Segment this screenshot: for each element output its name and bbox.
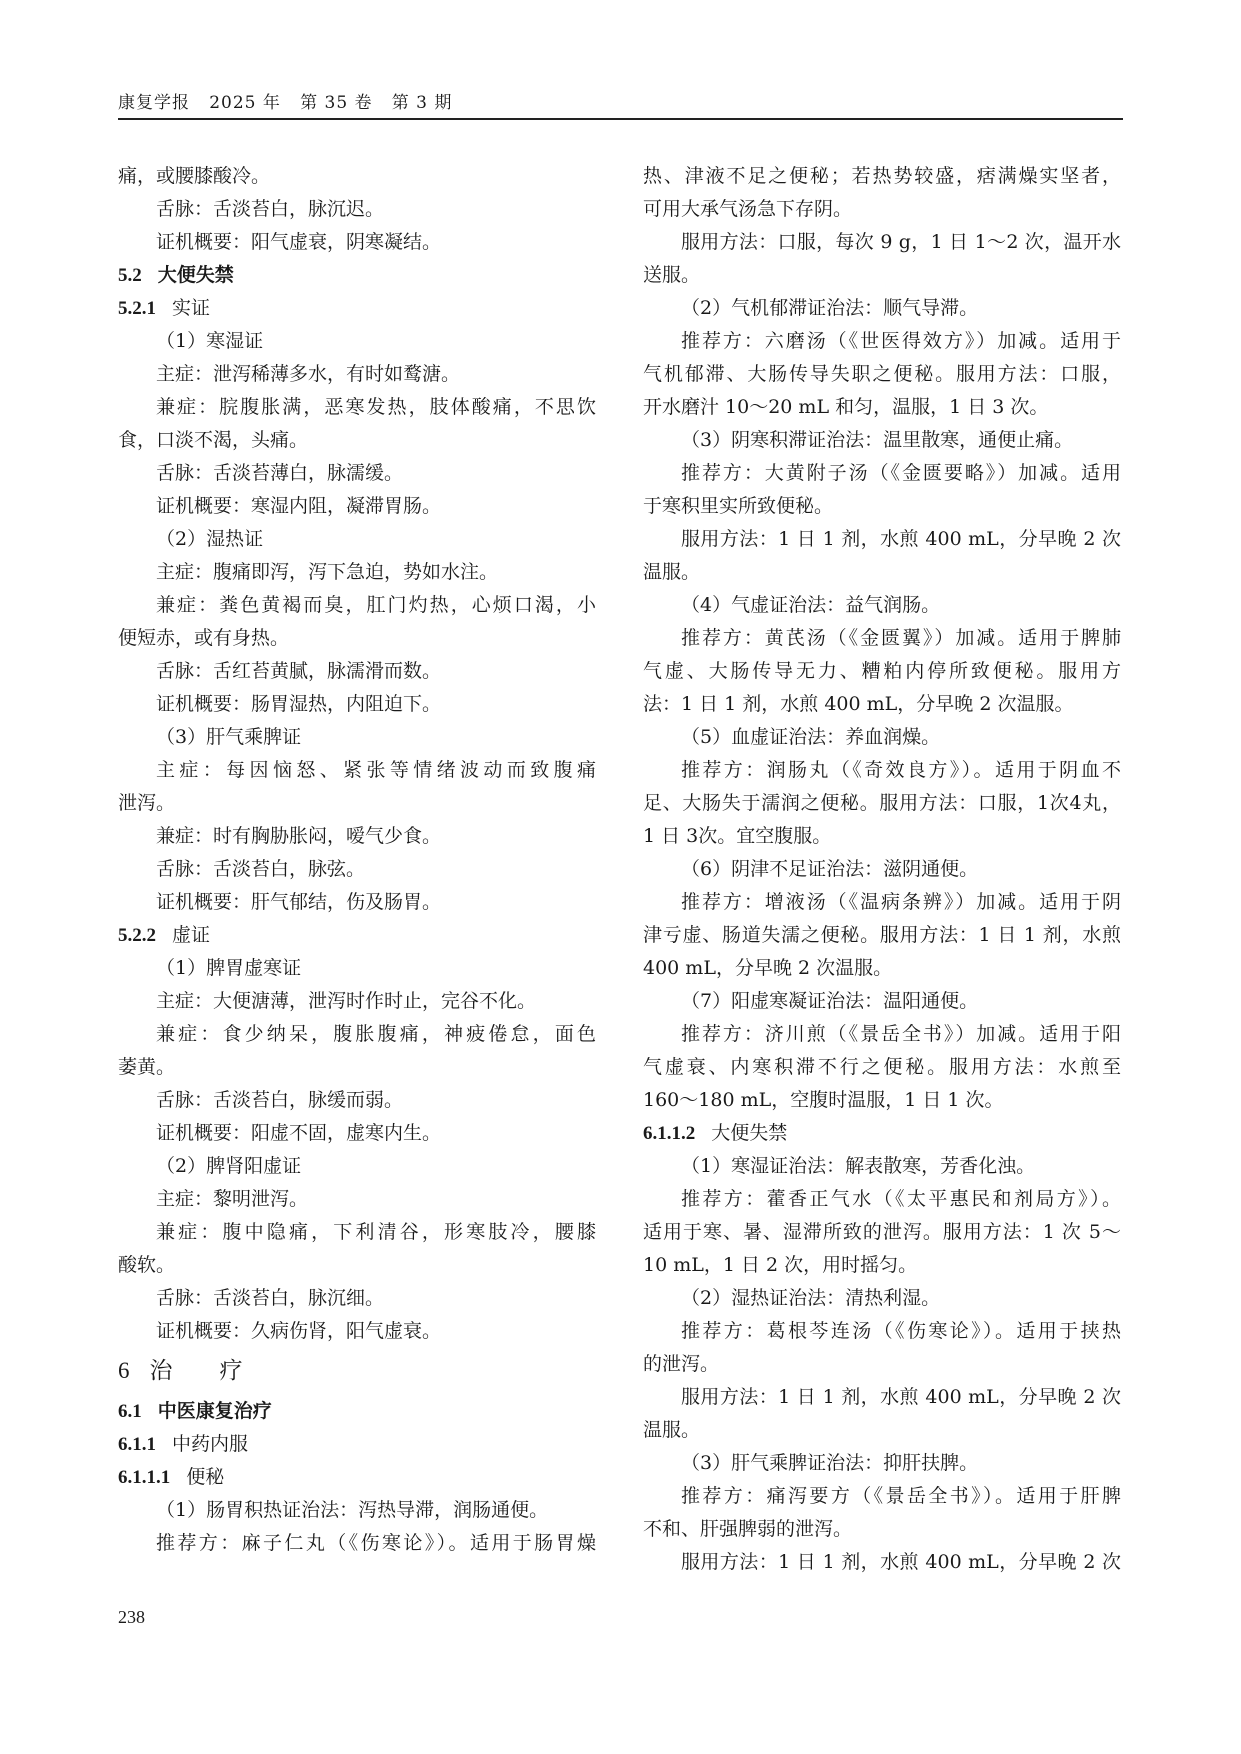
- text-line: 推荐方：葛根芩连汤（《伤寒论》）。适用于挟热: [681, 1320, 1121, 1342]
- section-heading: [118, 1428, 596, 1461]
- section-number: 5.2: [118, 265, 142, 286]
- right-column: [643, 160, 1121, 1579]
- text-line: 舌脉：舌淡苔白，脉缓而弱。: [156, 1089, 404, 1111]
- text-line: 服用方法：1 日 1 剂，水煎 400 mL，分早晚 2 次: [681, 1551, 1121, 1573]
- text-line: 推荐方：黄芪汤（《金匮翼》）加减。适用于脾肺: [681, 627, 1121, 649]
- section-number: 5.2.2: [118, 925, 156, 946]
- section-title: 便秘: [186, 1466, 225, 1488]
- text-line: 舌脉：舌淡苔薄白，脉濡缓。: [156, 462, 404, 484]
- section-title: 实证: [172, 297, 211, 319]
- text-line: 不和、肝强脾弱的泄泻。: [643, 1518, 853, 1540]
- section-title: 大便失禁: [711, 1122, 788, 1144]
- text-line: 泄泻。: [118, 792, 176, 814]
- left-column: [118, 160, 596, 1560]
- text-line: 兼症：粪色黄褐而臭，肛门灼热，心烦口渴，小: [156, 594, 596, 616]
- section-number: 6: [118, 1358, 132, 1383]
- text-line: 舌脉：舌淡苔白，脉弦。: [156, 858, 366, 880]
- text-line: 主症：黎明泄泻。: [156, 1188, 309, 1210]
- text-line: 主症：大便溏薄，泄泻时作时止，完谷不化。: [156, 990, 537, 1012]
- journal-volume: 第 35 卷: [300, 93, 373, 113]
- text-line: 证机概要：肠胃湿热，内阻迫下。: [156, 693, 442, 715]
- text-line: 证机概要：肝气郁结，伤及肠胃。: [156, 891, 442, 913]
- text-line: 热、津液不足之便秘；若热势较盛，痞满燥实坚者，: [643, 165, 1121, 187]
- text-line: （3）肝气乘脾证治法：抑肝扶脾。: [681, 1452, 979, 1474]
- text-line: 气虚、大肠传导无力、糟粕内停所致便秘。服用方: [643, 660, 1121, 682]
- text-line: 推荐方：大黄附子汤（《金匮要略》）加减。适用: [681, 462, 1121, 484]
- text-line: 400 mL，分早晚 2 次温服。: [643, 957, 893, 979]
- text-line: （7）阳虚寒凝证治法：温阳通便。: [681, 990, 979, 1012]
- text-line: 痛，或腰膝酸冷。: [118, 165, 271, 187]
- section-heading: [118, 1461, 596, 1494]
- text-line: 萎黄。: [118, 1056, 176, 1078]
- text-line: 主症：泄泻稀薄多水，有时如鹜溏。: [156, 363, 461, 385]
- text-line: 推荐方：六磨汤（《世医得效方》）加减。适用于: [681, 330, 1121, 352]
- running-header: [118, 88, 1123, 118]
- text-line: 推荐方：济川煎（《景岳全书》）加减。适用于阳: [681, 1023, 1121, 1045]
- text-line: 10 mL，1 日 2 次，用时摇匀。: [643, 1254, 918, 1276]
- text-line: 适用于寒、暑、湿滞所致的泄泻。服用方法：1 次 5～: [643, 1221, 1121, 1243]
- text-line: 温服。: [643, 1419, 701, 1441]
- page-number: 238: [118, 1607, 145, 1627]
- text-line: 开水磨汁 10～20 mL 和匀，温服，1 日 3 次。: [643, 396, 1049, 418]
- section-number: 5.2.1: [118, 298, 156, 319]
- section-title: 治 疗: [149, 1358, 255, 1384]
- section-number: 6.1: [118, 1401, 142, 1422]
- text-line: 推荐方：增液汤（《温病条辨》）加减。适用于阴: [681, 891, 1121, 913]
- text-line: 的泄泻。: [643, 1353, 720, 1375]
- journal-year: 2025 年: [209, 93, 281, 113]
- text-line: 证机概要：久病伤肾，阳气虚衰。: [156, 1320, 442, 1342]
- text-line: （1）寒湿证: [156, 330, 264, 352]
- text-line: 证机概要：阳虚不固，虚寒内生。: [156, 1122, 442, 1144]
- text-line: （6）阴津不足证治法：滋阴通便。: [681, 858, 979, 880]
- text-line: 食，口淡不渴，头痛。: [118, 429, 309, 451]
- text-line: （2）湿热证治法：清热利湿。: [681, 1287, 941, 1309]
- section-number: 6.1.1.2: [643, 1123, 696, 1144]
- text-line: 于寒积里实所致便秘。: [643, 495, 834, 517]
- text-line: 服用方法：口服，每次 9 g，1 日 1～2 次，温开水: [681, 231, 1121, 253]
- text-line: 1 日 3次。宜空腹服。: [643, 825, 832, 847]
- text-line: 足、大肠失于濡润之便秘。服用方法：口服，1次4丸，: [643, 792, 1121, 814]
- text-line: 兼症：食少纳呆，腹胀腹痛，神疲倦怠，面色: [156, 1023, 596, 1045]
- section-title: 中医康复治疗: [157, 1400, 272, 1422]
- text-line: 温服。: [643, 561, 701, 583]
- section-heading: [118, 1348, 596, 1390]
- text-line: 主症：腹痛即泻，泻下急迫，势如水注。: [156, 561, 499, 583]
- text-line: 服用方法：1 日 1 剂，水煎 400 mL，分早晚 2 次: [681, 1386, 1121, 1408]
- journal-issue: 第 3 期: [391, 93, 453, 113]
- text-line: 兼症：脘腹胀满，恶寒发热，肢体酸痛，不思饮: [156, 396, 596, 418]
- text-line: 舌脉：舌淡苔白，脉沉迟。: [156, 198, 385, 220]
- text-line: 舌脉：舌红苔黄腻，脉濡滑而数。: [156, 660, 442, 682]
- text-line: 推荐方：麻子仁丸（《伤寒论》）。适用于肠胃燥: [156, 1532, 596, 1554]
- text-line: （2）湿热证: [156, 528, 264, 550]
- text-line: 舌脉：舌淡苔白，脉沉细。: [156, 1287, 385, 1309]
- section-heading: [118, 259, 596, 292]
- section-number: 6.1.1.1: [118, 1467, 171, 1488]
- section-title: 虚证: [172, 924, 211, 946]
- section-heading: [118, 919, 596, 952]
- text-line: （2）气机郁滞证治法：顺气导滞。: [681, 297, 979, 319]
- text-line: （1）肠胃积热证治法：泻热导滞，润肠通便。: [156, 1499, 549, 1521]
- section-title: 中药内服: [172, 1433, 249, 1455]
- text-line: 可用大承气汤急下存阴。: [643, 198, 853, 220]
- text-line: 服用方法：1 日 1 剂，水煎 400 mL，分早晚 2 次: [681, 528, 1121, 550]
- section-title: 大便失禁: [157, 264, 234, 286]
- text-line: 津亏虚、肠道失濡之便秘。服用方法：1 日 1 剂，水煎: [643, 924, 1121, 946]
- text-line: 证机概要：阳气虚衰，阴寒凝结。: [156, 231, 442, 253]
- section-number: 6.1.1: [118, 1434, 156, 1455]
- section-heading: [643, 1117, 1121, 1150]
- journal-name: 康复学报: [118, 93, 190, 113]
- text-line: （1）寒湿证治法：解表散寒，芳香化浊。: [681, 1155, 1036, 1177]
- header-rule: [118, 118, 1123, 120]
- text-line: 兼症：腹中隐痛，下利清谷，形寒肢冷，腰膝: [156, 1221, 596, 1243]
- text-line: 法：1 日 1 剂，水煎 400 mL，分早晚 2 次温服。: [643, 693, 1074, 715]
- text-line: （1）脾胃虚寒证: [156, 957, 302, 979]
- section-heading: [118, 1390, 596, 1428]
- text-line: （2）脾肾阳虚证: [156, 1155, 302, 1177]
- text-line: 兼症：时有胸胁胀闷，嗳气少食。: [156, 825, 442, 847]
- text-line: 酸软。: [118, 1254, 176, 1276]
- text-line: 160～180 mL，空腹时温服，1 日 1 次。: [643, 1089, 1004, 1111]
- section-heading: [118, 292, 596, 325]
- text-line: 推荐方：润肠丸（《奇效良方》）。适用于阴血不: [681, 759, 1121, 781]
- text-line: 推荐方：痛泻要方（《景岳全书》）。适用于肝脾: [681, 1485, 1121, 1507]
- text-line: （3）阴寒积滞证治法：温里散寒，通便止痛。: [681, 429, 1074, 451]
- text-line: 送服。: [643, 264, 701, 286]
- text-line: 气机郁滞、大肠传导失职之便秘。服用方法：口服，: [643, 363, 1121, 385]
- text-line: （5）血虚证治法：养血润燥。: [681, 726, 941, 748]
- text-line: （4）气虚证治法：益气润肠。: [681, 594, 941, 616]
- text-line: 主症：每因恼怒、紧张等情绪波动而致腹痛: [156, 759, 596, 781]
- text-line: 气虚衰、内寒积滞不行之便秘。服用方法：水煎至: [643, 1056, 1121, 1078]
- text-line: 推荐方：藿香正气水（《太平惠民和剂局方》）。: [681, 1188, 1121, 1210]
- text-line: （3）肝气乘脾证: [156, 726, 302, 748]
- text-line: 便短赤，或有身热。: [118, 627, 290, 649]
- text-line: 证机概要：寒湿内阻，凝滞胃肠。: [156, 495, 442, 517]
